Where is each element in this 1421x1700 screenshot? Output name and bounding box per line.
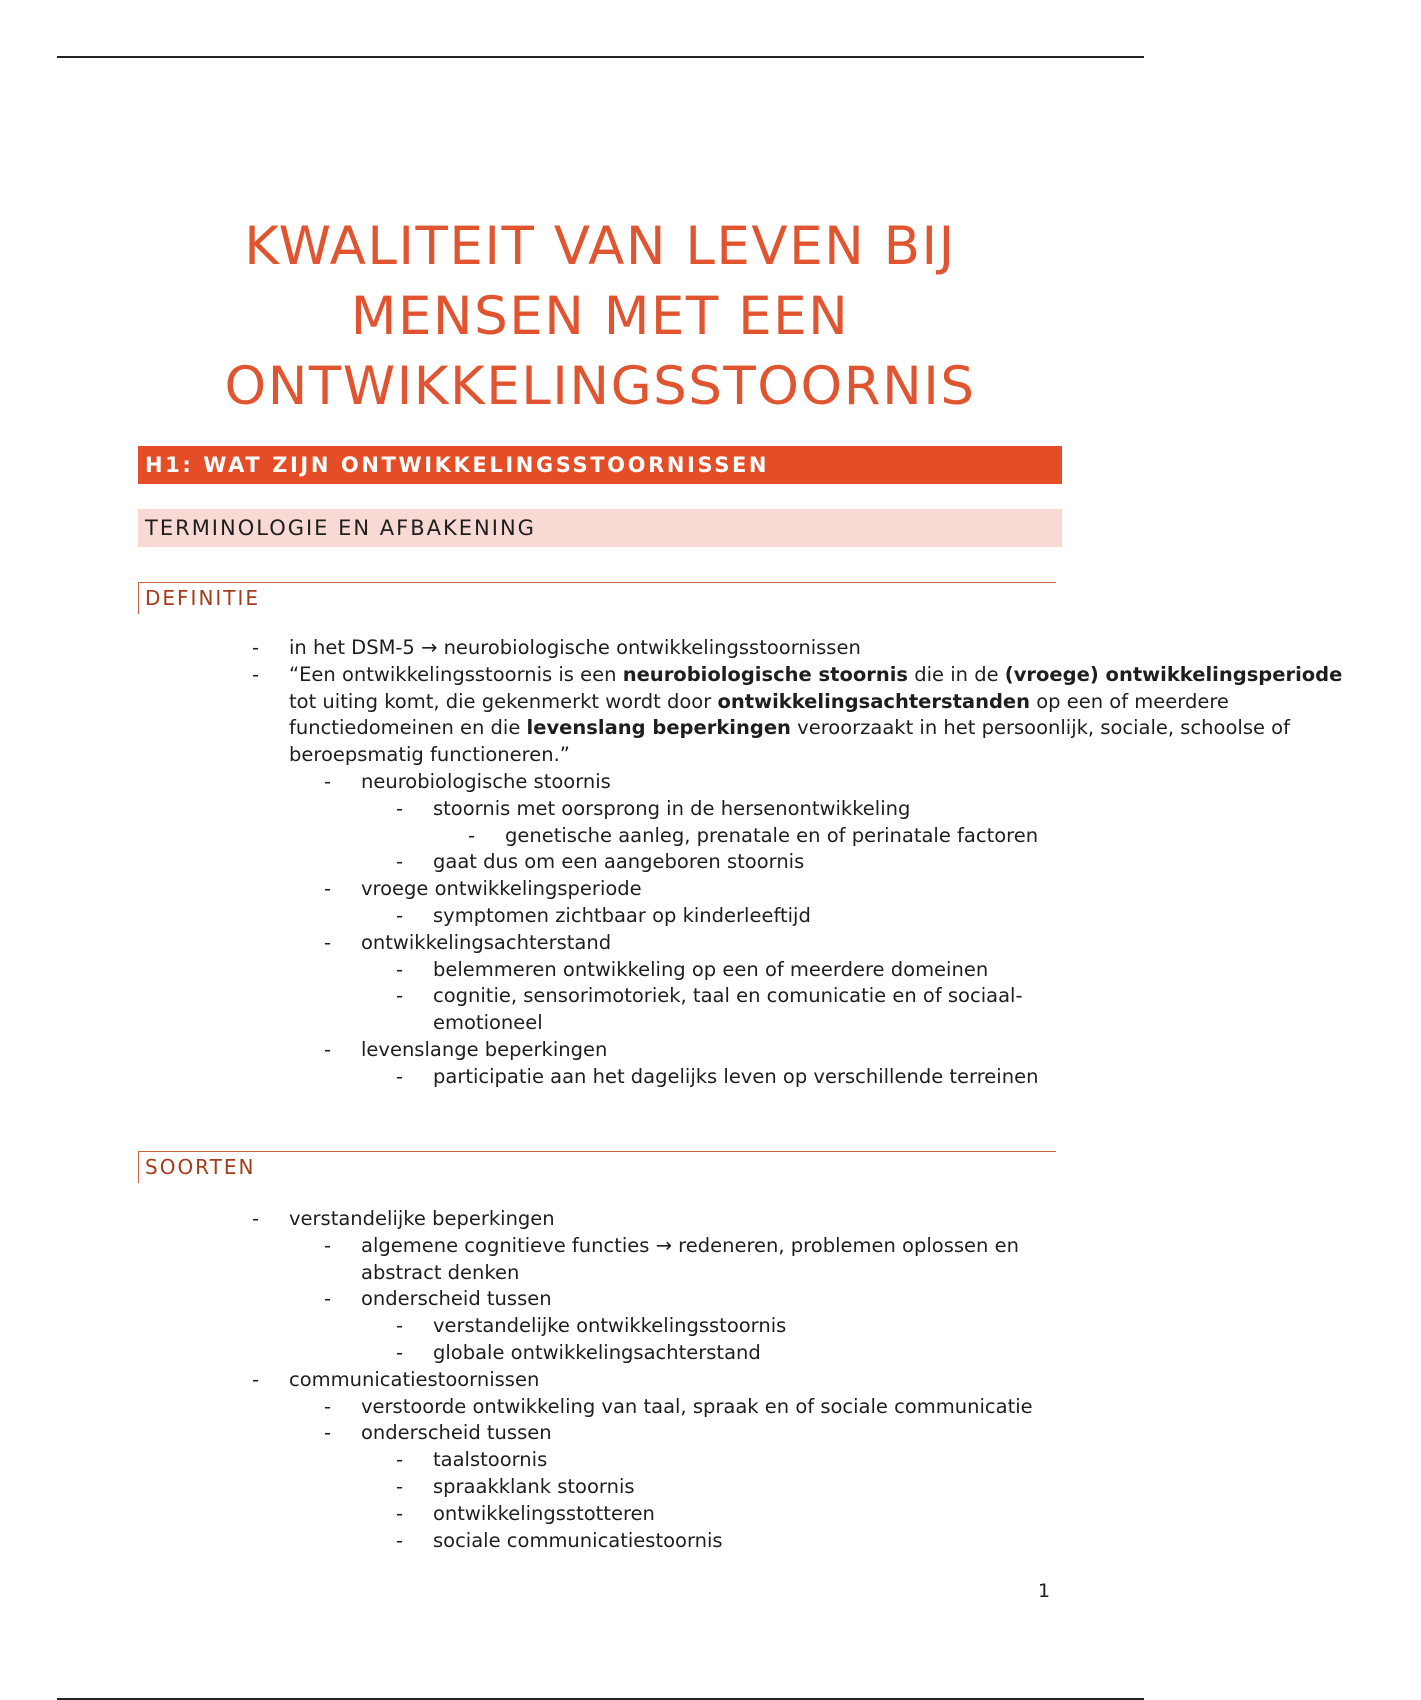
list-item: - onderscheid tussen [0, 1420, 1200, 1447]
page-number: 1 [1038, 1580, 1051, 1602]
list-item: - stoornis met oorsprong in de hersenontwikkeling [0, 796, 1200, 823]
list-item: - ontwikkelingsstotteren [0, 1501, 1200, 1528]
soorten-list [0, 1206, 1200, 1554]
bullet-dash: - [396, 796, 404, 820]
list-item: - gaat dus om een aangeboren stoornis [0, 849, 1200, 876]
section-heading: TERMINOLOGIE EN AFBAKENING [138, 509, 1062, 547]
header-rule [57, 56, 1144, 58]
bullet-dash: - [324, 877, 332, 901]
bullet-dash: - [396, 1528, 404, 1552]
bullet-dash: - [396, 903, 404, 927]
list-item: - communicatiestoornissen [0, 1367, 1200, 1394]
document-title: KWALITEIT VAN LEVEN BIJ MENSEN MET EEN ONTWIKKELINGSSTOORNIS [224, 216, 976, 417]
list-item: - levenslange beperkingen [0, 1037, 1200, 1064]
list-item: - in het DSM-5 → neurobiologische ontwikkelingsstoornissen [0, 635, 1200, 662]
bullet-dash: - [396, 1501, 404, 1525]
bullet-dash: - [252, 662, 260, 686]
definitie-list [0, 635, 1343, 1091]
bullet-dash: - [252, 1207, 260, 1230]
list-item: - verstoorde ontwikkeling van taal, spraak en of sociale communicatie [0, 1394, 1200, 1421]
list-item: - ontwikkelingsachterstand [0, 930, 1200, 957]
list-item: - verstandelijke beperkingen [0, 1206, 1200, 1233]
bullet-dash: - [324, 930, 332, 954]
list-item: - participatie aan het dagelijks leven op verschillende terreinen [0, 1064, 1200, 1091]
bullet-dash: - [396, 1314, 404, 1338]
list-item: - taalstoornis [0, 1447, 1200, 1474]
bullet-dash: - [468, 823, 476, 847]
footer-rule [57, 1698, 1144, 1700]
list-item: - sociale communicatiestoornis [0, 1528, 1200, 1555]
list-item: - genetische aanleg, prenatale en of perinatale factoren [0, 823, 1200, 850]
bullet-dash: - [324, 769, 332, 793]
chapter-heading: H1: WAT ZIJN ONTWIKKELINGSSTOORNISSEN [138, 446, 1062, 484]
bullet-dash: - [252, 636, 260, 659]
subsection-heading-definitie: DEFINITIE [138, 582, 1056, 614]
list-item: - belemmeren ontwikkeling op een of meerdere domeinen [0, 957, 1200, 984]
bullet-dash: - [396, 984, 404, 1008]
bullet-dash: - [324, 1421, 332, 1445]
list-item: - globale ontwikkelingsachterstand [0, 1340, 1200, 1367]
bullet-dash: - [396, 1474, 404, 1498]
bullet-dash: - [396, 850, 404, 874]
bullet-dash: - [324, 1233, 332, 1257]
bullet-dash: - [324, 1037, 332, 1061]
list-item: - symptomen zichtbaar op kinderleeftijd [0, 903, 1200, 930]
bullet-dash: - [324, 1394, 332, 1418]
bullet-dash: - [396, 1448, 404, 1472]
bullet-dash: - [396, 957, 404, 981]
list-item: - neurobiologische stoornis [0, 769, 1200, 796]
list-item: - onderscheid tussen [0, 1286, 1200, 1313]
bullet-dash: - [396, 1340, 404, 1364]
subsection-heading-soorten: SOORTEN [138, 1151, 1056, 1183]
list-item: - algemene cognitieve functies → redeneren, problemen oplossen en abstract denken [324, 1233, 1019, 1284]
list-item [0, 662, 1343, 769]
definition-quote: “Een ontwikkelingsstoornis is een neurobiologische stoornis die in de (vroege) ontwikkelingsperiode tot uiting komt, die gekenmerkt wordt door ontwikkelingsachterstanden op een of meerdere functiedomeinen en die levenslang beperkingen veroorzaakt in het persoonlijk, sociale, schoolse of beroepsmatig functioneren.” [289, 662, 1343, 767]
list-item: - vroege ontwikkelingsperiode [0, 876, 1200, 903]
bullet-dash: - [396, 1064, 404, 1088]
list-item: - spraakklank stoornis [0, 1474, 1200, 1501]
bullet-dash: - [252, 1367, 260, 1391]
list-item: - verstandelijke ontwikkelingsstoornis [0, 1313, 1200, 1340]
bullet-dash: - [324, 1287, 332, 1311]
list-item: - cognitie, sensorimotoriek, taal en comunicatie en of sociaal-emotioneel [396, 984, 1023, 1035]
